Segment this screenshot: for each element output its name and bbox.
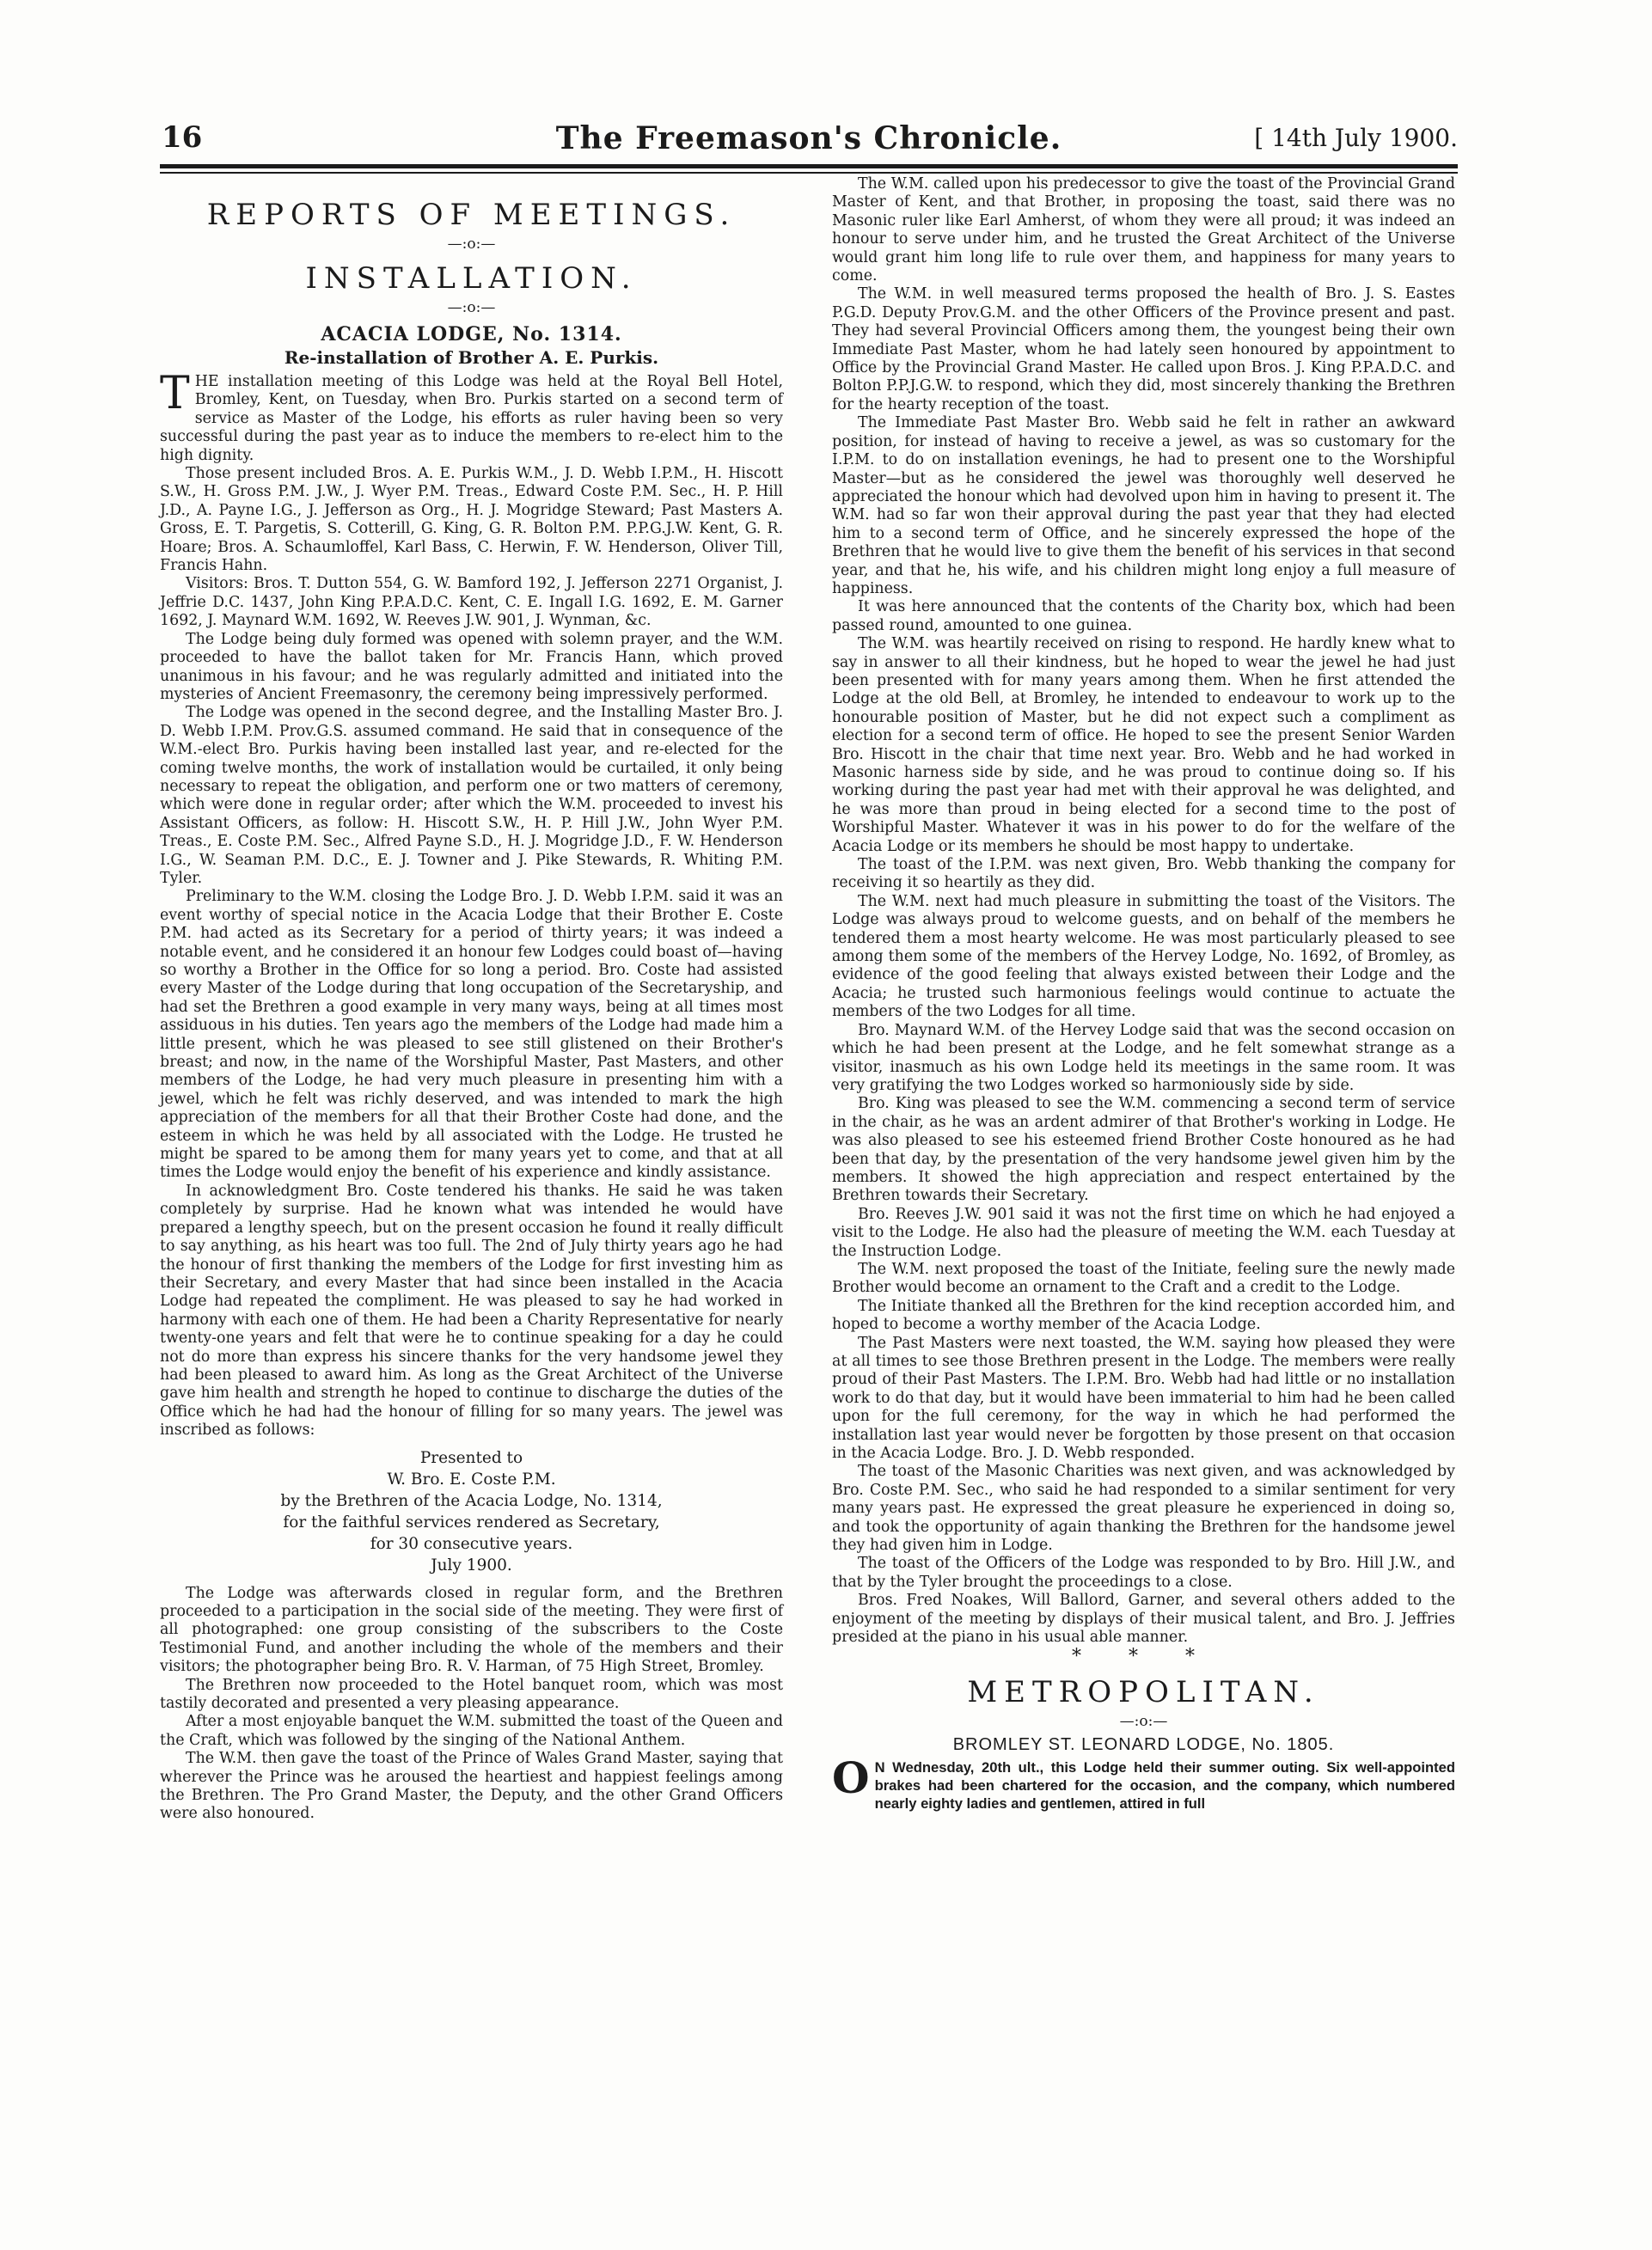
drop-cap: O [832, 1752, 870, 1803]
metropolitan-heading: METROPOLITAN. [967, 1674, 1320, 1709]
article-paragraph: Visitors: Bros. T. Dutton 554, G. W. Bamford 192, J. Jefferson 2271 Organist, J. Jeffrie D.C. 1437, John King P.P.A.D.C. Kent, C. E. Ingall I.G. 1692, E. M. Garner 1692, J. Maynard W.M. 1692, W. Reeves J.W. 901, J. Wynman, &c. [160, 575, 783, 630]
article-paragraph: The W.M. then gave the toast of the Prince of Wales Grand Master, saying that wherever the Prince was he aroused the heartiest and happiest feelings among the Brethren. The Pro Grand Master, the Deputy, and the other Grand Officers were also honoured. [160, 1750, 783, 1823]
inscription-line: for 30 consecutive years. [370, 1534, 573, 1553]
article-paragraph: It was here announced that the contents of the Charity box, which had been passed round, amounted to one guinea. [832, 598, 1455, 634]
bromley-lodge-heading: BROMLEY ST. LEONARD LODGE, No. 1805. [952, 1734, 1335, 1754]
installation-ornament: —:o:— [447, 299, 496, 316]
page-number: 16 [162, 120, 203, 155]
header-rule-thin [160, 172, 1458, 174]
article-paragraph: The toast of the I.P.M. was next given, Bro. Webb thanking the company for receiving it so heartily as they did. [832, 856, 1455, 892]
article-paragraph: The Initiate thanked all the Brethren for the kind reception accorded him, and hoped to become a worthy member of the Acacia Lodge. [832, 1297, 1455, 1334]
inscription-line: July 1900. [431, 1556, 512, 1574]
article-paragraph: The W.M. next had much pleasure in submitting the toast of the Visitors. The Lodge was always proud to welcome guests, and on behalf of the members he tendered them a most hearty welcome. He was most particularly pleased to see among them some of the members of the Hervey Lodge, No. 1692, of Bromley, as evidence of the good feeling that always existed between their Lodge and the Acacia; he trusted such harmonious feelings would continue to actuate the members of the two Lodges for all time. [832, 892, 1455, 1021]
article-paragraph: The Immediate Past Master Bro. Webb said he felt in rather an awkward position, for instead of having to receive a jewel, as was so customary for the I.P.M. to do on installation evenings, he had to present one to the Worshipful Master—but as he considered the jewel was thoroughly well deserved he appreciated the honour which had devolved upon him in having to present it. The W.M. had so far won their approval during the past year that they had elected him to a second term of Office, and he sincerely expressed the hope of the Brethren that he would live to give them the benefit of his services in that second year, and that he, his wife, and his children might long enjoy a full measure of happiness. [832, 414, 1455, 597]
article-paragraph: The W.M. was heartily received on rising to respond. He hardly knew what to say in answer to all their kindness, but he hoped to wear the jewel he had just been presented with for many years among them. When he first attended the Lodge at the old Bell, at Bromley, he intended to endeavour to work up to the honourable position of Master, but he did not expect such a compliment as election for a second term of office. He hoped to see the present Senior Warden Bro. Hiscott in the chair that time next year. Bro. Webb and he had worked in Masonic harness side by side, and he was proud to continue doing so. If his working during the past year had met with their approval he was delighted, and he was more than proud in being elected for a second time to the post of Worshipful Master. Whatever it was in his power to do for the welfare of the Acacia Lodge or its members he should be most happy to undertake. [832, 635, 1455, 855]
article-paragraph: The W.M. in well measured terms proposed the health of Bro. J. S. Eastes P.G.D. Deputy Prov.G.M. and the other Officers of the Province present and past. They had several Provincial Officers among them, the youngest being their own Immediate Past Master, whom he had lately seen honoured by appointment to Office by the Provincial Grand Master. He called upon Bros. J. King P.P.A.D.C. and Bolton P.P.J.G.W. to respond, which they did, most sincerely thanking the Brethren for the hearty reception of the toast. [832, 285, 1455, 413]
reports-ornament: —:o:— [447, 235, 496, 253]
article-paragraph: The Lodge being duly formed was opened with solemn prayer, and the W.M. proceeded to have the ballot taken for Mr. Francis Hann, which proved unanimous in his favour; and he was regularly admitted and initiated into the mysteries of Ancient Freemasonry, the ceremony being impressively performed. [160, 630, 783, 703]
inscription-line: for the faithful services rendered as Secretary, [283, 1513, 660, 1532]
acacia-lodge-subheading: Re-installation of Brother A. E. Purkis. [284, 347, 659, 368]
article-paragraph: Bro. Maynard W.M. of the Hervey Lodge said that was the second occasion on which he had been present at the Lodge, and he felt somewhat strange as a visitor, inasmuch as his own Lodge held its meetings in the same room. It was very gratifying the two Lodges worked so harmoniously side by side. [832, 1021, 1455, 1094]
right-column [832, 175, 1455, 1813]
article-paragraph: After a most enjoyable banquet the W.M. submitted the toast of the Queen and the Craft, which was followed by the singing of the National Anthem. [160, 1713, 783, 1749]
article-paragraph: In acknowledgment Bro. Coste tendered his thanks. He said he was taken completely by surprise. Had he known what was intended he would have prepared a lengthy speech, but on the present occasion he found it really difficult to say anything, as his heart was too full. The 2nd of July thirty years ago he had the honour of first thanking the members of the Lodge for first investing him as their Secretary, and every Master that had since been installed in the Acacia Lodge had repeated the compliment. He was pleased to say he had worked in harmony with each one of them. He had been a Charity Representative for nearly twenty-one years and felt that were he to continue speaking for a day he could not do more than express his sincere thanks for the very handsome jewel they had been pleased to award him. As long as the Great Architect of the Universe gave him health and strength he hoped to continue to discharge the duties of the Office which he had had the honour of filling for so many years. The jewel was inscribed as follows: [160, 1182, 783, 1440]
article-paragraph: The W.M. next proposed the toast of the Initiate, feeling sure the newly made Brother would become an ornament to the Craft and a credit to the Lodge. [832, 1260, 1455, 1297]
article-paragraph: Bro. Reeves J.W. 901 said it was not the first time on which he had enjoyed a visit to the Lodge. He also had the pleasure of meeting the W.M. each Tuesday at the Instruction Lodge. [832, 1205, 1455, 1260]
inscription-line: W. Bro. E. Coste P.M. [387, 1470, 556, 1489]
paper-title: The Freemason's Chronicle. [555, 120, 1062, 156]
inscription-line: Presented to [419, 1448, 523, 1467]
issue-date: [ 14th July 1900. [1254, 124, 1458, 152]
article-paragraph: The W.M. called upon his predecessor to give the toast of the Provincial Grand Master of Kent, and that Brother, in proposing the toast, said there was no Masonic ruler like Earl Amherst, of whom they were all proud; it was indeed an honour to serve under him, and he trusted the Great Architect of the Universe would grant him long life to rule over them, and happiness for many years to come. [832, 175, 1455, 285]
installation-heading: INSTALLATION. [305, 261, 638, 296]
article-paragraph: The Brethren now proceeded to the Hotel banquet room, which was most tastily decorated and presented a very pleasing appearance. [160, 1676, 783, 1712]
acacia-lodge-heading: ACACIA LODGE, No. 1314. [321, 323, 622, 345]
drop-cap: T [160, 368, 190, 419]
masthead [160, 120, 1458, 160]
article-paragraph: The toast of the Officers of the Lodge was responded to by Bro. Hill J.W., and that by the Tyler brought the proceedings to a close. [832, 1555, 1455, 1591]
article-paragraph: The Past Masters were next toasted, the W.M. saying how pleased they were at all times to see those Brethren present in the Lodge. The members were really proud of their Past Masters. The I.P.M. Bro. Webb had had little or no installation work to do that day, but it would have been immaterial to him had he been called upon for the full ceremony, for the way in which he had performed the installation last year would never be forgotten by those present on that occasion in the Acacia Lodge. Bro. J. D. Webb responded. [832, 1334, 1455, 1463]
left-column [160, 175, 783, 1824]
reports-heading: REPORTS OF MEETINGS. [206, 198, 737, 232]
header-rule-thick [160, 164, 1458, 168]
jewel-inscription [160, 1447, 783, 1576]
article-paragraph: O N Wednesday, 20th ult., this Lodge held their summer outing. Six well-appointed brakes had been chartered for the occasion, and the company, which numbered nearly eighty ladies and gentlemen, attired in full [832, 1752, 1455, 1812]
article-paragraph: Bros. Fred Noakes, Will Ballord, Garner, and several others added to the enjoyment of the meeting by displays of their musical talent, and Bro. J. Jeffries presided at the piano in his usual able manner. [832, 1592, 1455, 1647]
metropolitan-ornament: —:o:— [1119, 1712, 1168, 1730]
article-paragraph: Those present included Bros. A. E. Purkis W.M., J. D. Webb I.P.M., H. Hiscott S.W., H. Gross P.M. J.W., J. Wyer P.M. Treas., Edward Coste P.M. Sec., H. P. Hill J.D., A. Payne I.G., J. Jefferson as Org., H. J. Mogridge Steward; Past Masters A. Gross, E. T. Pargetis, S. Cotterill, G. King, G. R. Bolton P.M. P.P.G.J.W. Kent, G. R. Hoare; Bros. A. Schaumloffel, Karl Bass, C. Herwin, F. W. Henderson, Oliver Till, Francis Hahn. [160, 465, 783, 575]
inscription-line: by the Brethren of the Acacia Lodge, No. 1314, [280, 1491, 663, 1510]
article-paragraph: THE installation meeting of this Lodge was held at the Royal Bell Hotel, Bromley, Kent, on Tuesday, when Bro. Purkis started on a second term of service as Master of the Lodge, his efforts as ruler having been so very successful during the past year as to induce the members to re-elect him to the high dignity. [160, 368, 783, 464]
article-paragraph: The Lodge was opened in the second degree, and the Installing Master Bro. J. D. Webb I.P.M. Prov.G.S. assumed command. He said that in consequence of the W.M.-elect Bro. Purkis having been installed last year, and re-elected for the coming twelve months, the work of installation would be curtailed, it only being necessary to repeat the obligation, and perform one or two matters of ceremony, which were done in regular order; after which the W.M. proceeded to invest his Assistant Officers, as follow: H. Hiscott S.W., H. P. Hill J.W., John Wyer P.M. Treas., E. Coste P.M. Sec., Alfred Payne S.D., H. J. Mogridge J.D., F. W. Henderson I.G., W. Seaman P.M. D.C., E. J. Towner and J. Pike Stewards, R. Whiting P.M. Tyler. [160, 704, 783, 887]
article-paragraph: The Lodge was afterwards closed in regular form, and the Brethren proceeded to a participation in the social side of the meeting. They were first of all photographed: one group consisting of the subscribers to the Coste Testimonial Fund, and another including the whole of the members and their visitors; the photographer being Bro. R. V. Harman, of 75 High Street, Bromley. [160, 1584, 783, 1676]
article-paragraph: Bro. King was pleased to see the W.M. commencing a second term of service in the chair, as he was an ardent admirer of that Brother's working in Lodge. He was also pleased to see his esteemed friend Brother Coste honoured as he had been that day, by the presentation of the very handsome jewel given him by the members. It showed the high appreciation and respect entertained by the Brethren towards their Secretary. [832, 1095, 1455, 1205]
section-separator: * * * [1072, 1645, 1215, 1667]
article-paragraph: The toast of the Masonic Charities was next given, and was acknowledged by Bro. Coste P.M. Sec., who said he had responded to a similar sentiment for very many years past. He expressed the great pleasure he experienced in doing so, and took the opportunity of again thanking the Brethren for the handsome jewel they had given him in Lodge. [832, 1463, 1455, 1555]
article-paragraph: Preliminary to the W.M. closing the Lodge Bro. J. D. Webb I.P.M. said it was an event worthy of special notice in the Acacia Lodge that their Brother E. Coste P.M. had acted as its Secretary for a period of thirty years; it was indeed a notable event, and he considered it an honour few Lodges could boast of—having so worthy a Brother in the Office for so long a period. Bro. Coste had assisted every Master of the Lodge during that long occupation of the Secretaryship, and had set the Brethren a good example in very many ways, being at all times most assiduous in his duties. Ten years ago the members of the Lodge had made him a little present, which he was pleased to see still glistened on their Brother's breast; and now, in the name of the Worshipful Master, Past Masters, and other members of the Lodge, he had very much pleasure in presenting him with a jewel, which he felt was richly deserved, and was intended to mark the high appreciation of the members for all that their Brother Coste had done, and the esteem in which he was held by all associated with the Lodge. He trusted he might be spared to be among them for many years yet to come, and that at all times the Lodge would enjoy the benefit of his experience and kindly assistance. [160, 888, 783, 1182]
